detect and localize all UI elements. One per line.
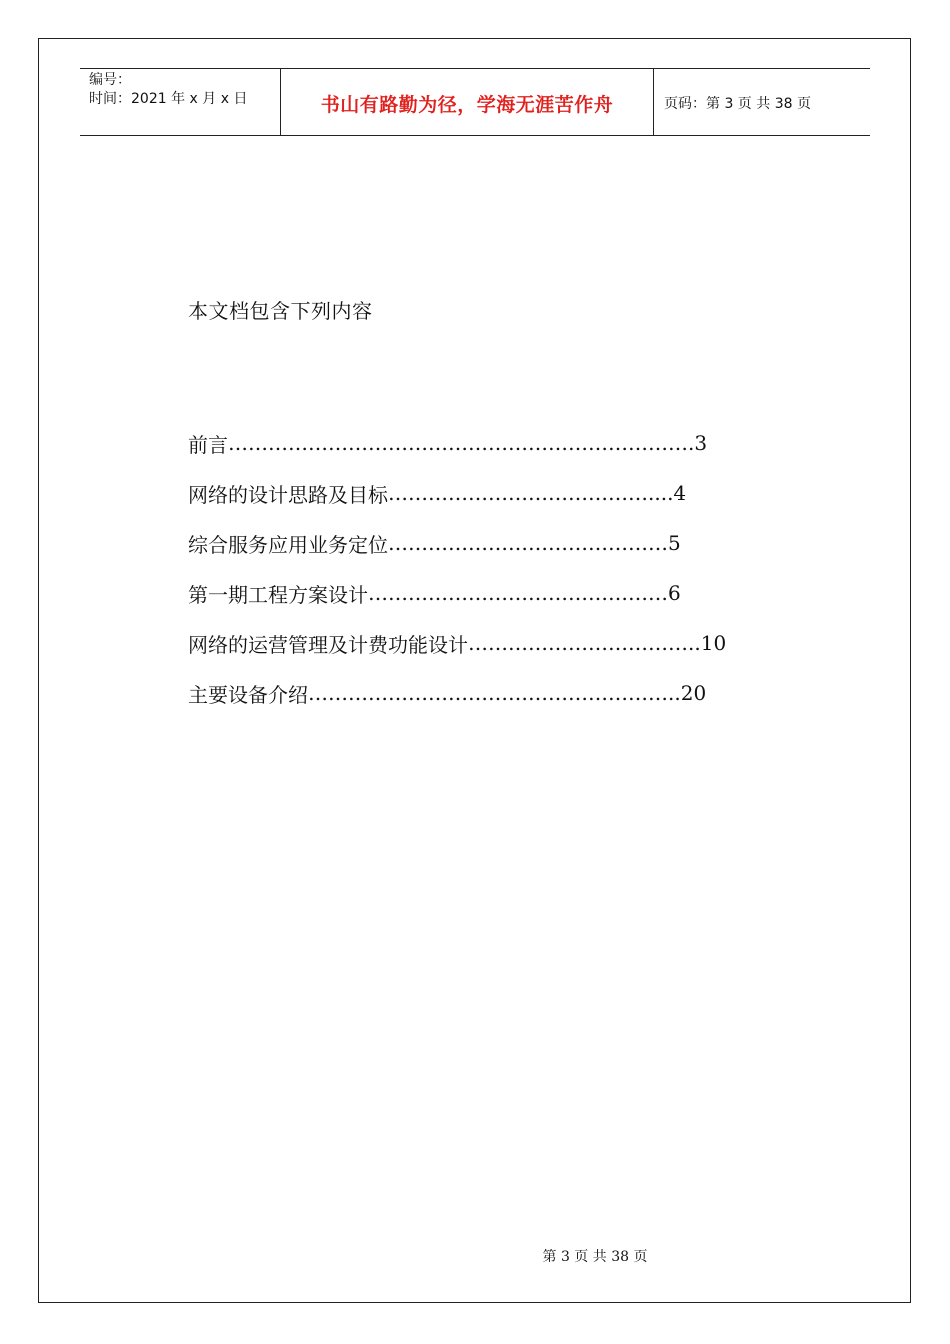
header-motto-cell [281,69,654,135]
toc-item-title: 网络的设计思路及目标 [188,482,388,507]
number-label: 编号： [89,72,131,88]
toc-item-page: 5 [668,531,681,555]
toc-item[interactable] [188,418,748,468]
toc-item[interactable] [188,568,748,618]
toc-item-title: 网络的运营管理及计费功能设计 [188,632,468,657]
header-meta-cell [80,69,281,135]
toc-item-title: 综合服务应用业务定位 [188,532,388,557]
page-footer: 第 3 页 共 38 页 [542,1249,648,1265]
toc-leader-dots: ……………………………………… [368,581,668,605]
toc-item-page: 6 [668,581,681,605]
toc-item-page: ....4 [648,481,687,505]
toc-item-title: 第一期工程方案设计 [188,582,368,607]
toc-leader-dots: ……………………………………………… [308,681,668,705]
motto: 书山有路勤为径，学海无涯苦作舟 [320,93,614,116]
toc-item-title: 前言 [188,432,228,457]
page-info: 页码：第 3 页 共 38 页 [664,96,811,112]
toc-leader-dots: …………………………… [468,631,688,655]
toc-item[interactable] [188,668,748,718]
header-page-cell [654,69,870,135]
toc-leader-dots: …………………………………………………………… [228,431,688,455]
toc-item[interactable] [188,468,748,518]
toc-item-title: 主要设备介绍 [188,682,308,707]
header-table [80,68,870,136]
document-heading: 本文档包含下列内容 [188,299,373,323]
toc-item[interactable] [188,618,748,668]
toc-item[interactable] [188,518,748,568]
table-of-contents [188,418,748,718]
time-label: 时间：2021 年 x 月 x 日 [89,91,248,107]
toc-leader-dots: ………………………………… [388,481,648,505]
toc-leader-dots: …………………………………… [388,531,668,555]
toc-item-page: ..20 [668,681,707,705]
toc-item-page: .3 [688,431,708,455]
toc-item-page: ..10 [688,631,727,655]
